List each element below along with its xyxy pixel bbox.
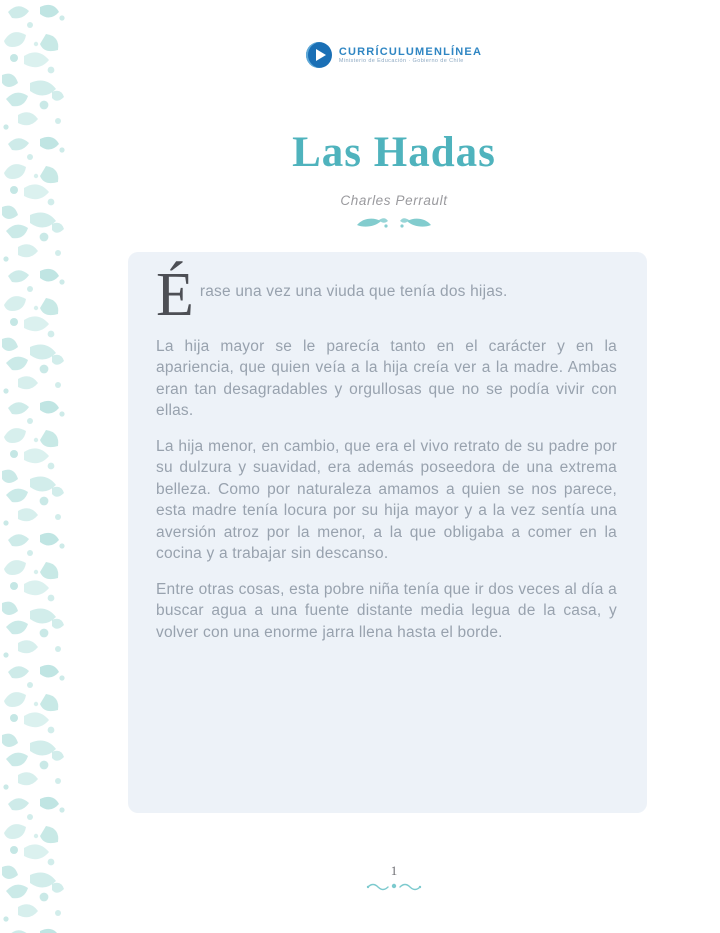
story-paragraph: Entre otras cosas, esta pobre niña tenía que ir dos veces al día a buscar agua a una fuente distante media legua de la casa, y volver con una enorme jarra llena hasta el borde. xyxy=(156,580,617,641)
page-content xyxy=(68,0,720,933)
vine-flourish-icon xyxy=(365,881,423,891)
logo-title: CURRÍCULUMENLÍNEA xyxy=(338,45,483,58)
page-number: 1 xyxy=(390,863,398,878)
story-panel xyxy=(128,252,647,813)
site-logo xyxy=(68,42,720,68)
play-circle-icon xyxy=(306,42,332,68)
flourish-left-icon xyxy=(355,215,389,231)
story-author: Charles Perrault xyxy=(340,193,448,208)
page-footer xyxy=(68,863,720,891)
drop-cap: É xyxy=(156,261,194,329)
story-paragraph: La hija mayor se le parecía tanto en el carácter y en la apariencia, que quien veía a la hija creía ver a la madre. Ambas eran tan desagradables y orgullosas que no se podía vivir con ellas. xyxy=(156,337,617,420)
opening-text: rase una vez una viuda que tenía dos hijas. xyxy=(199,283,508,300)
decorative-floral-border xyxy=(0,0,68,933)
title-divider xyxy=(68,215,720,231)
story-paragraph: La hija menor, en cambio, que era el vivo retrato de su padre por su dulzura y suavidad, era además poseedora de una extrema belleza. Como por naturaleza amamos a quien se nos parece, esta madre tenía locura por su hija mayor y a la vez sentía una aversión atroz por la menor, a la que obligaba a comer en la cocina y a trabajar sin descanso. xyxy=(156,437,617,563)
story-title: Las Hadas xyxy=(292,129,496,176)
flourish-right-icon xyxy=(399,215,433,231)
logo-tagline: Ministerio de Educación · Gobierno de Chile xyxy=(338,58,464,65)
story-opening xyxy=(156,261,617,329)
logo-text-block xyxy=(339,46,482,65)
